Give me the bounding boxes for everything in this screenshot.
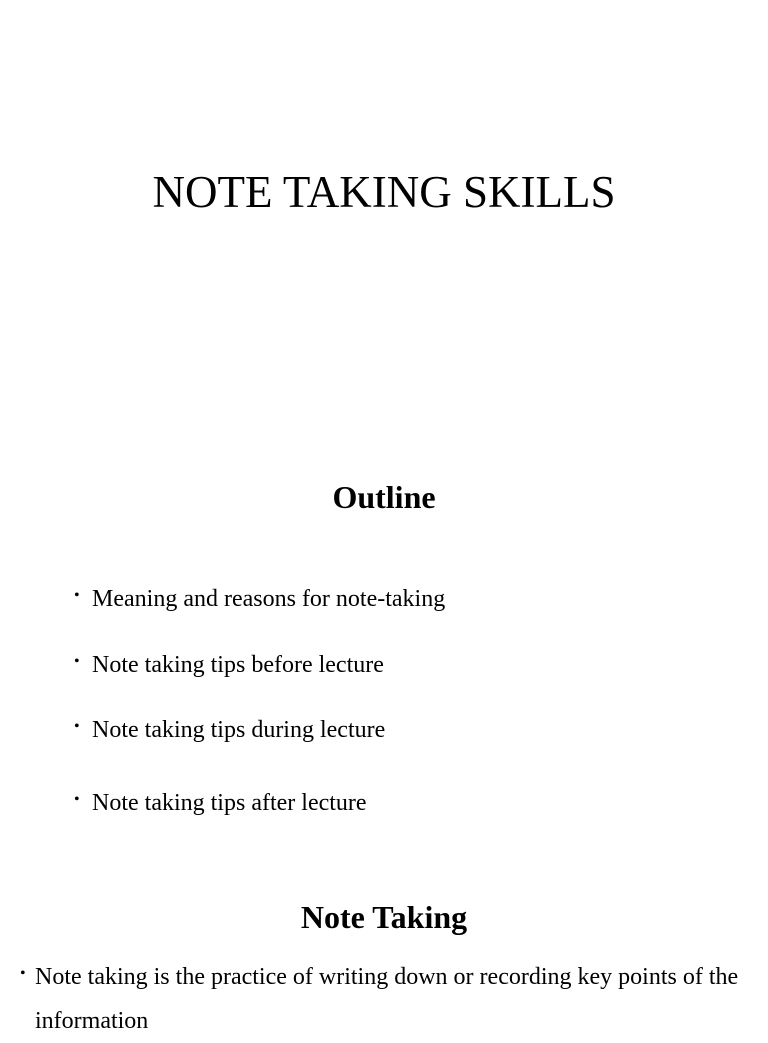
outline-bullet-text: Note taking tips before lecture — [92, 652, 384, 678]
note-taking-bullet-text: Note taking is the practice of writing down or recording key points of the information — [35, 964, 739, 1034]
bullet-marker: • — [20, 965, 26, 982]
outline-bullet-text: Note taking tips after lecture — [92, 790, 367, 816]
bullet-marker: • — [74, 718, 80, 735]
outline-bullet-text: Note taking tips during lecture — [92, 717, 386, 743]
outline-bullet-text: Meaning and reasons for note-taking — [92, 586, 446, 612]
presentation-title: NOTE TAKING SKILLS — [152, 167, 616, 217]
bullet-marker: • — [74, 587, 80, 604]
outline-heading: Outline — [332, 479, 436, 515]
note-taking-heading: Note Taking — [300, 899, 468, 935]
bullet-marker: • — [74, 791, 80, 808]
bullet-marker: • — [74, 653, 80, 670]
